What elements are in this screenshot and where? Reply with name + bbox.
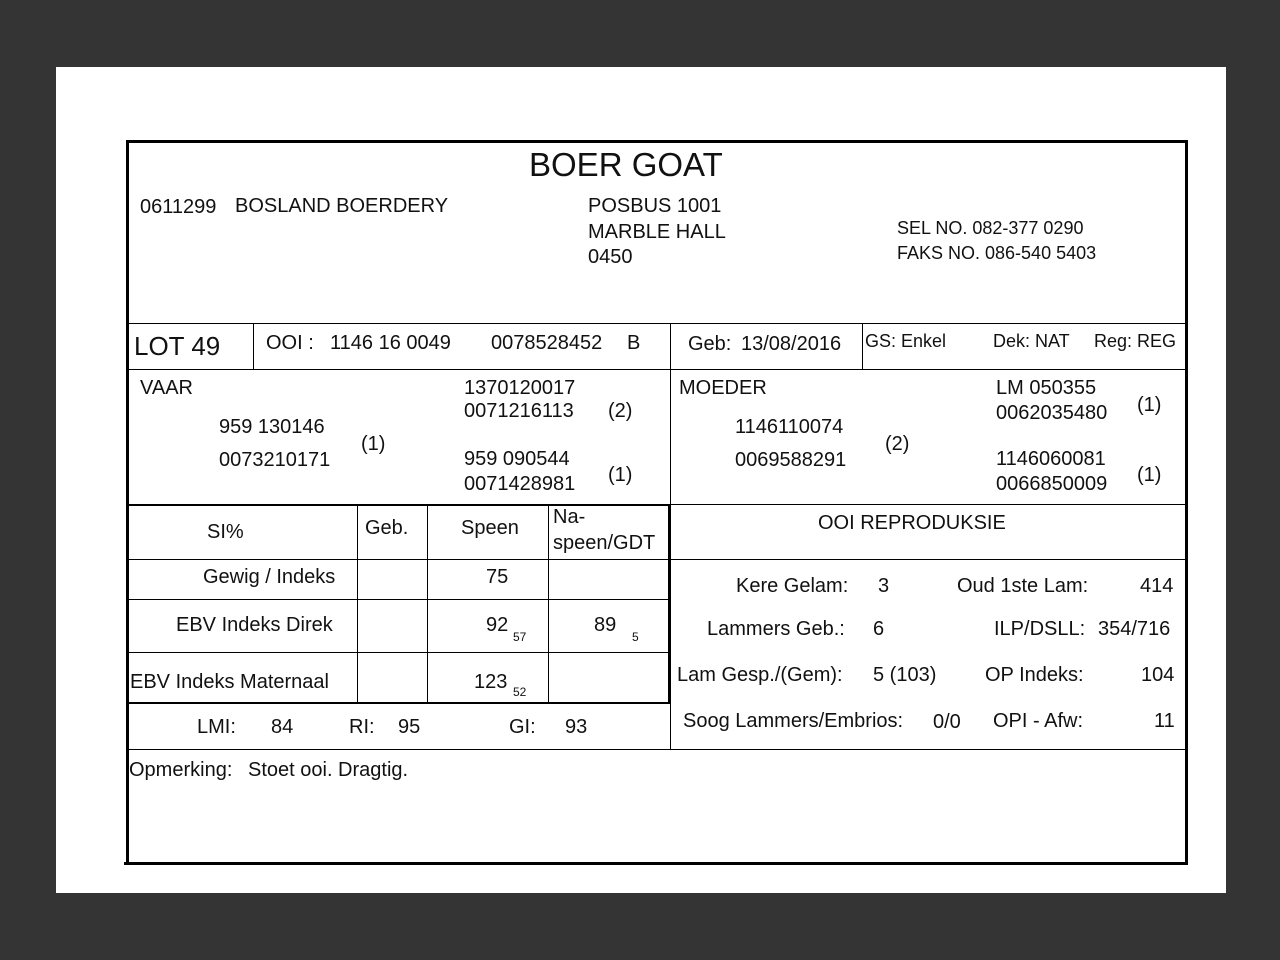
rule-lot-divider (253, 323, 254, 369)
dam-reg: 0069588291 (735, 449, 847, 471)
address-line-3: 0450 (588, 246, 633, 268)
registration-number: 0078528452 (491, 332, 603, 354)
dam-sire-reg: 0062035480 (996, 402, 1108, 424)
breeder-name: BOSLAND BOERDERY (235, 195, 449, 217)
dek-status: Dek: NAT (993, 331, 1070, 351)
gs-status: GS: Enkel (865, 331, 947, 351)
opi-value: 11 (1154, 710, 1175, 732)
rule-si-col4 (668, 506, 671, 703)
rule-repro-header (671, 559, 1186, 560)
dam-mark: (2) (885, 433, 910, 455)
moeder-label: MOEDER (679, 377, 767, 399)
rule-geb-divider (862, 323, 863, 369)
sel-number: SEL NO. 082-377 0290 (897, 218, 1084, 238)
dam-dam-id: 1146060081 (996, 448, 1106, 470)
lot-number: LOT 49 (134, 331, 221, 361)
lammers-value: 6 (873, 618, 885, 640)
birth-date: 13/08/2016 (741, 333, 842, 355)
rule-si-row1 (128, 599, 671, 600)
grade: B (627, 332, 641, 354)
card-border-left (126, 140, 129, 865)
gi-label: GI: (509, 716, 536, 738)
ooi-id: 1146 16 0049 (330, 332, 451, 354)
ilp-value: 354/716 (1098, 618, 1171, 640)
gesp-label: Lam Gesp./(Gem): (677, 664, 843, 686)
rule-pedigree-bottom-right (671, 504, 1186, 505)
card-title: BOER GOAT (529, 146, 723, 183)
dam-id: 1146110074 (735, 416, 844, 438)
repro-title: OOI REPRODUKSIE (818, 512, 1006, 534)
soog-value: 0/0 (933, 711, 961, 733)
lammers-label: Lammers Geb.: (707, 618, 845, 640)
dam-sire-id: LM 050355 (996, 377, 1097, 399)
kere-value: 3 (878, 575, 890, 597)
direk-speen-sub: 57 (513, 630, 527, 644)
geb-header: Geb. (365, 517, 409, 539)
address-line-1: POSBUS 1001 (588, 195, 722, 217)
geb-label: Geb: (688, 333, 732, 355)
si-header: SI% (207, 521, 244, 543)
opmerking-label: Opmerking: (129, 759, 233, 781)
dam-dam-mark: (1) (1137, 464, 1162, 486)
sire-reg: 0073210171 (219, 449, 331, 471)
rule-si-header (128, 559, 671, 560)
rule-si-col3 (548, 506, 549, 703)
naspeen-header-line1: Na- (553, 506, 586, 528)
ooi-label: OOI : (266, 332, 314, 354)
opi-label: OPI - Afw: (993, 710, 1084, 732)
dam-sire-mark: (1) (1137, 394, 1162, 416)
rule-indices-bottom (128, 749, 1186, 750)
rule-pedigree-bottom-left (128, 504, 671, 506)
gewig-label: Gewig / Indeks (203, 566, 336, 588)
card-border-top (126, 140, 1188, 143)
sire-dam-reg: 0071428981 (464, 473, 576, 495)
ri-label: RI: (349, 716, 375, 738)
opmerking-text: Stoet ooi. Dragtig. (248, 759, 409, 781)
rule-si-col2 (427, 506, 428, 703)
naspeen-header-line2: speen/GDT (553, 532, 656, 554)
sire-id: 959 130146 (219, 416, 325, 438)
maternaal-speen-sub: 52 (513, 685, 527, 699)
sire-sire-mark: (2) (608, 400, 633, 422)
maternaal-speen-value: 123 (474, 671, 508, 693)
rule-header-bottom (128, 323, 1186, 324)
sire-mark: (1) (361, 433, 386, 455)
op-value: 104 (1141, 664, 1175, 686)
direk-label: EBV Indeks Direk (176, 614, 333, 636)
gewig-speen-value: 75 (486, 566, 509, 588)
rule-si-col1 (357, 506, 358, 703)
breeder-code: 0611299 (140, 196, 217, 218)
oud-label: Oud 1ste Lam: (957, 575, 1089, 597)
lmi-label: LMI: (197, 716, 236, 738)
vaar-label: VAAR (140, 377, 193, 399)
card-border-bottom (124, 862, 1188, 865)
card-border-right (1185, 140, 1188, 865)
direk-naspeen-sub: 5 (632, 630, 639, 644)
lmi-value: 84 (271, 716, 294, 738)
direk-speen-value: 92 (486, 614, 509, 636)
sire-sire-reg: 0071216113 (464, 400, 574, 422)
sire-dam-mark: (1) (608, 464, 633, 486)
ri-value: 95 (398, 716, 421, 738)
sire-sire-id: 1370120017 (464, 377, 576, 399)
rule-si-row2 (128, 652, 671, 653)
op-label: OP Indeks: (985, 664, 1084, 686)
rule-si-bottom (128, 702, 671, 704)
gesp-value: 5 (103) (873, 664, 937, 686)
oud-value: 414 (1140, 575, 1174, 597)
dam-dam-reg: 0066850009 (996, 473, 1108, 495)
address-line-2: MARBLE HALL (588, 221, 726, 243)
direk-naspeen-value: 89 (594, 614, 617, 636)
kere-label: Kere Gelam: (736, 575, 849, 597)
sire-dam-id: 959 090544 (464, 448, 570, 470)
gi-value: 93 (565, 716, 588, 738)
reg-status: Reg: REG (1094, 331, 1177, 351)
maternaal-label: EBV Indeks Maternaal (130, 671, 329, 693)
rule-lot-bottom (128, 369, 1186, 370)
faks-number: FAKS NO. 086-540 5403 (897, 243, 1097, 263)
speen-header: Speen (461, 517, 519, 539)
ilp-label: ILP/DSLL: (994, 618, 1086, 640)
soog-label: Soog Lammers/Embrios: (683, 710, 904, 732)
